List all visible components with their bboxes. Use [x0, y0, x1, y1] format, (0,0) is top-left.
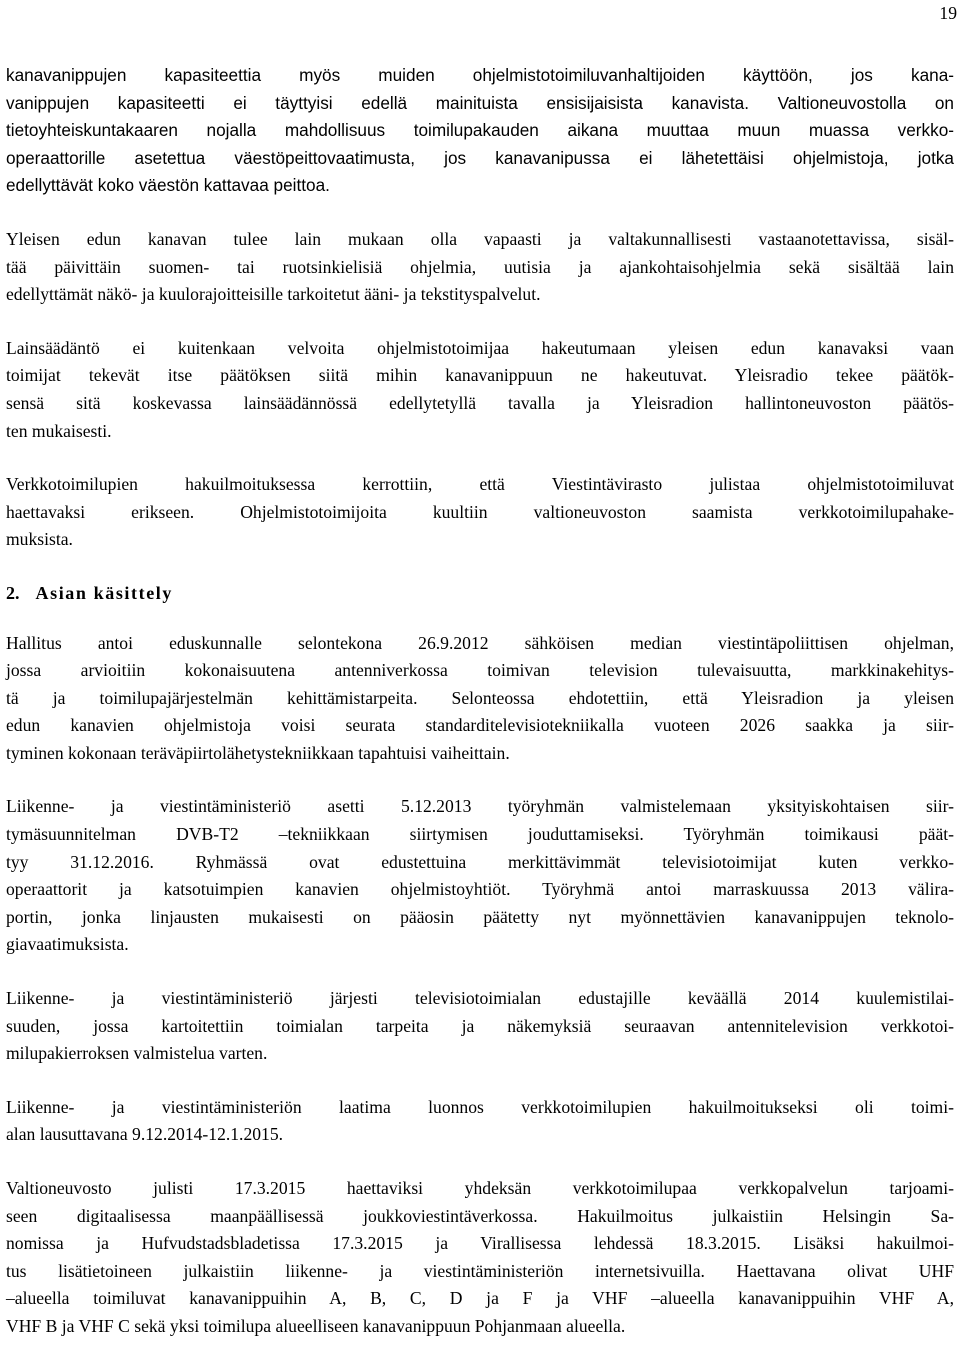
text-line: toimijat tekevät itse päätöksen siitä mihin kanavanippuun ne hakeutuvat. Yleisradio tekee päätök-	[6, 365, 954, 386]
text-line: milupakierroksen valmistelua varten.	[6, 1043, 268, 1064]
text-line: Hallitus antoi eduskunnalle selontekona 26.9.2012 sähköisen median viestintäpoliittisen ohjelman,	[6, 632, 954, 653]
text-line: edellyttävät koko väestön kattavaa peittoa.	[6, 175, 330, 196]
text-line: Liikenne- ja viestintäministeriön laatima luonnos verkkotoimilupien hakuilmoitukseksi oli toimi-	[6, 1096, 954, 1117]
text-line: kanavanippujen kapasiteettia myös muiden ohjelmistotoimiluvanhaltijoiden käyttöön, jos kana-	[6, 65, 954, 85]
document-body	[6, 62, 954, 1367]
paragraph	[6, 1094, 954, 1149]
text-line: edellyttämät näkö- ja kuulorajoitteisille tarkoitetut ääni- ja tekstityspalvelut.	[6, 284, 541, 305]
section-number: 2.	[6, 582, 20, 603]
text-line: tää päivittäin suomen- tai ruotsinkielisiä ohjelmia, uutisia ja ajankohtaisohjelmia sekä sisältää lain	[6, 256, 954, 277]
text-line: tyminen kokonaan teräväpiirtolähetystekniikkaan tapahtuisi vaiheittain.	[6, 742, 510, 763]
text-line: Valtioneuvosto julisti 17.3.2015 haettaviksi yhdeksän verkkotoimilupaa verkkopalvelun tarjoami-	[6, 1178, 954, 1198]
text-line: Verkkotoimilupien hakuilmoituksessa kerrottiin, että Viestintävirasto julistaa ohjelmistotoimiluvat	[6, 474, 954, 495]
page-number: 19	[939, 3, 957, 23]
text-line: vanippujen kapasiteetti ei täyttyisi edellä mainituista ensisijaisista kanavista. Valtioneuvostolla on	[6, 92, 954, 113]
text-line: muksista.	[6, 529, 73, 550]
text-line: alan lausuttavana 9.12.2014-12.1.2015.	[6, 1124, 284, 1145]
paragraph	[6, 226, 954, 309]
text-line: tyy 31.12.2016. Ryhmässä ovat edustettuina merkittävimmät televisiotoimijat kuten verkko-	[6, 851, 954, 872]
text-line: tymäsuunnitelman DVB-T2 –tekniikkaan siirtymisen jouduttamiseksi. Työryhmän toimikausi päät-	[6, 824, 954, 845]
text-line: edun kanavien ohjelmistoja voisi seurata standarditelevisiotekniikalla vuoteen 2026 saakka ja siir-	[6, 715, 954, 736]
text-line: suuden, jossa kartoitettiin toimialan tarpeita ja näkemyksiä seuraavan antennitelevision verkkotoi-	[6, 1015, 954, 1036]
text-line: haettavaksi erikseen. Ohjelmistotoimijoita kuultiin valtioneuvoston saamista verkkotoimilupahake-	[6, 501, 954, 522]
text-line: tietoyhteiskuntakaaren nojalla mahdollisuus toimilupakauden aikana muuttaa muun muassa verkko-	[6, 120, 954, 141]
paragraph	[6, 793, 954, 959]
section-title: Asian käsittely	[35, 582, 174, 603]
text-line: Liikenne- ja viestintäministeriö järjesti televisiotoimialan edustajille keväällä 2014 kuulemistilai-	[6, 988, 954, 1009]
paragraph	[6, 985, 954, 1068]
text-line: operaattorille asetettua väestöpeittovaatimusta, jos kanavanipussa ei lähetettäisi ohjelmistoja, jotka	[6, 147, 954, 168]
text-line: sensä sitä koskevassa lainsäädännössä edellytetyllä tavalla ja Yleisradion hallintoneuvoston päätös-	[6, 392, 954, 413]
text-line: tä ja toimilupajärjestelmän kehittämistarpeita. Selonteossa ehdotettiin, että Yleisradion ja yleisen	[6, 687, 954, 708]
text-line: jossa arvioitiin kokonaisuutena antenniverkossa toimivan television tulevaisuutta, markkinakehitys-	[6, 660, 954, 681]
text-line: Liikenne- ja viestintäministeriö asetti 5.12.2013 työryhmän valmistelemaan yksityiskohtaisen siir-	[6, 796, 954, 817]
paragraph	[6, 1175, 954, 1341]
text-line: operaattorit ja katsotuimpien kanavien ohjelmistoyhtiöt. Työryhmä antoi marraskuussa 2013 välira-	[6, 879, 954, 900]
text-line: tus lisätietoineen julkaistiin liikenne- ja viestintäministeriön internetsivuilla. Haettavana olivat UHF	[6, 1260, 954, 1281]
text-line: Yleisen edun kanavan tulee lain mukaan olla vapaasti ja valtakunnallisesti vastaanotettavissa, sisäl-	[6, 228, 954, 249]
paragraph	[6, 471, 954, 554]
text-line: –alueella toimiluvat kanavanippuihin A, B, C, D ja F ja VHF –alueella kanavanippuihin VHF A,	[6, 1288, 954, 1309]
text-line: portin, jonka linjausten mukaisesti on pääosin päätetty nyt myönnettävien kanavanippujen teknolo-	[6, 906, 954, 927]
text-line: giavaatimuksista.	[6, 934, 129, 955]
text-line: seen digitaalisessa maanpäällisessä joukkoviestintäverkossa. Hakuilmoitus julkaistiin Helsingin Sa-	[6, 1205, 954, 1226]
text-line: VHF B ja VHF C sekä yksi toimilupa alueelliseen kanavanippuun Pohjanmaan alueella.	[6, 1315, 626, 1336]
text-line: ten mukaisesti.	[6, 420, 112, 441]
paragraph	[6, 630, 954, 768]
paragraph	[6, 62, 954, 200]
text-line: nomissa ja Hufvudstadsbladetissa 17.3.2015 ja Virallisessa lehdessä 18.3.2015. Lisäksi hakuilmoi-	[6, 1233, 954, 1254]
paragraph	[6, 335, 954, 445]
section-heading	[6, 580, 954, 608]
text-line: Lainsäädäntö ei kuitenkaan velvoita ohjelmistotoimijaa hakeutumaan yleisen edun kanavaksi vaan	[6, 337, 954, 358]
